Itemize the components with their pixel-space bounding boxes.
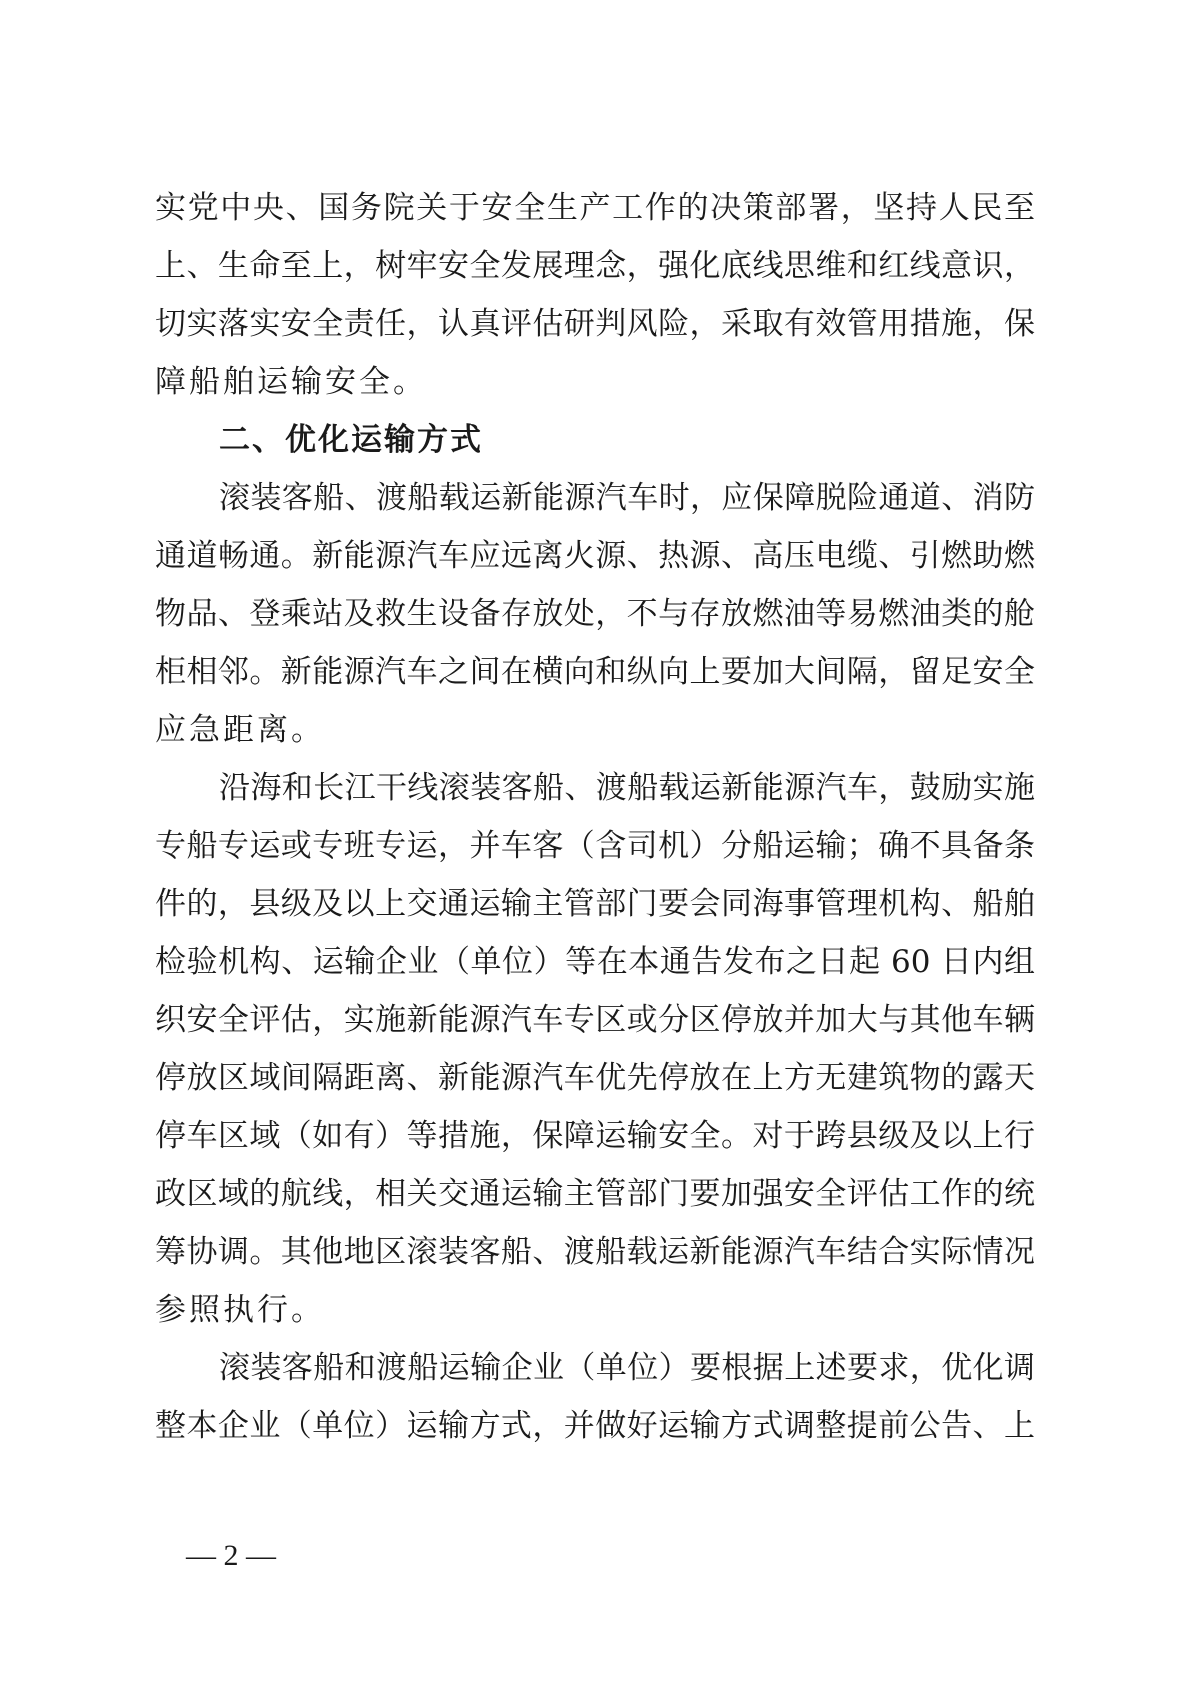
paragraph-1-line-4: 障船舶运输安全。 <box>155 364 427 400</box>
paragraph-2-line-3: 物品、登乘站及救生设备存放处，不与存放燃油等易燃油类的舱 <box>155 596 1035 632</box>
paragraph-3-line-6: 停放区域间隔距离、新能源汽车优先停放在上方无建筑物的露天 <box>155 1060 1035 1096</box>
paragraph-3-line-10: 参照执行。 <box>155 1292 325 1328</box>
paragraph-1-line-1: 实党中央、国务院关于安全生产工作的决策部署，坚持人民至 <box>155 190 1035 226</box>
paragraph-3-line-4: 检验机构、运输企业（单位）等在本通告发布之日起 60 日内组 <box>155 944 1035 980</box>
paragraph-1-line-3: 切实落实安全责任，认真评估研判风险，采取有效管用措施，保 <box>155 306 1035 342</box>
paragraph-2-line-5: 应急距离。 <box>155 712 325 748</box>
section-heading: 二、优化运输方式 <box>219 422 483 458</box>
paragraph-3-line-5: 织安全评估，实施新能源汽车专区或分区停放并加大与其他车辆 <box>155 1002 1035 1038</box>
paragraph-1-line-2: 上、生命至上，树牢安全发展理念，强化底线思维和红线意识， <box>155 248 1035 284</box>
paragraph-3-line-8: 政区域的航线，相关交通运输主管部门要加强安全评估工作的统 <box>155 1176 1035 1212</box>
paragraph-3-line-3: 件的，县级及以上交通运输主管部门要会同海事管理机构、船舶 <box>155 886 1035 922</box>
paragraph-3-line-9: 筹协调。其他地区滚装客船、渡船载运新能源汽车结合实际情况 <box>155 1234 1035 1270</box>
paragraph-2-line-4: 柜相邻。新能源汽车之间在横向和纵向上要加大间隔，留足安全 <box>155 654 1035 690</box>
paragraph-3-line-7: 停车区域（如有）等措施，保障运输安全。对于跨县级及以上行 <box>155 1118 1035 1154</box>
paragraph-4-line-2: 整本企业（单位）运输方式，并做好运输方式调整提前公告、上 <box>155 1408 1035 1444</box>
page-number: — 2 — <box>186 1539 276 1572</box>
paragraph-3-line-2: 专船专运或专班专运，并车客（含司机）分船运输；确不具备条 <box>155 828 1035 864</box>
paragraph-4-line-1: 滚装客船和渡船运输企业（单位）要根据上述要求，优化调 <box>219 1350 1035 1386</box>
paragraph-2-line-1: 滚装客船、渡船载运新能源汽车时，应保障脱险通道、消防 <box>219 480 1035 516</box>
paragraph-3-line-1: 沿海和长江干线滚装客船、渡船载运新能源汽车，鼓励实施 <box>219 770 1035 806</box>
paragraph-2-line-2: 通道畅通。新能源汽车应远离火源、热源、高压电缆、引燃助燃 <box>155 538 1035 574</box>
